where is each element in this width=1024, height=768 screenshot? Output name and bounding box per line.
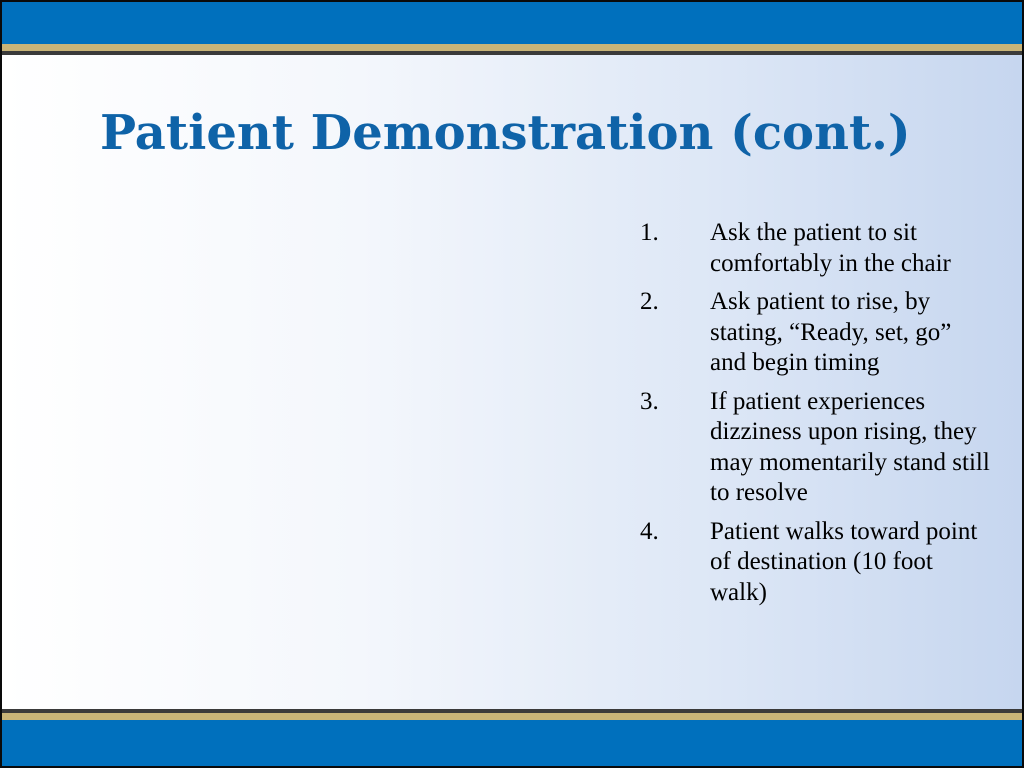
step-text: If patient experiences dizziness upon rising, they may momentarily stand still to resolve (710, 387, 990, 506)
top-gold-stripe (2, 44, 1022, 51)
step-number: 2. (640, 288, 659, 315)
step-text: Patient walks toward point of destination (10 foot walk) (710, 517, 978, 606)
bottom-blue-band (2, 720, 1022, 766)
list-item (640, 218, 990, 279)
list-item (640, 517, 990, 609)
slide-title: Patient Demonstration (cont.) (100, 105, 911, 161)
top-blue-band (2, 2, 1022, 44)
bottom-gold-stripe (2, 713, 1022, 720)
list-item (640, 387, 990, 509)
step-number: 1. (640, 219, 659, 246)
step-number: 3. (640, 387, 659, 415)
list-item (640, 287, 990, 379)
step-number: 4. (640, 517, 659, 545)
steps-list (640, 218, 990, 616)
step-text: Ask patient to rise, by stating, “Ready, set, go” and begin timing (710, 288, 952, 376)
step-text: Ask the patient to sit comfortably in the chair (710, 219, 951, 277)
